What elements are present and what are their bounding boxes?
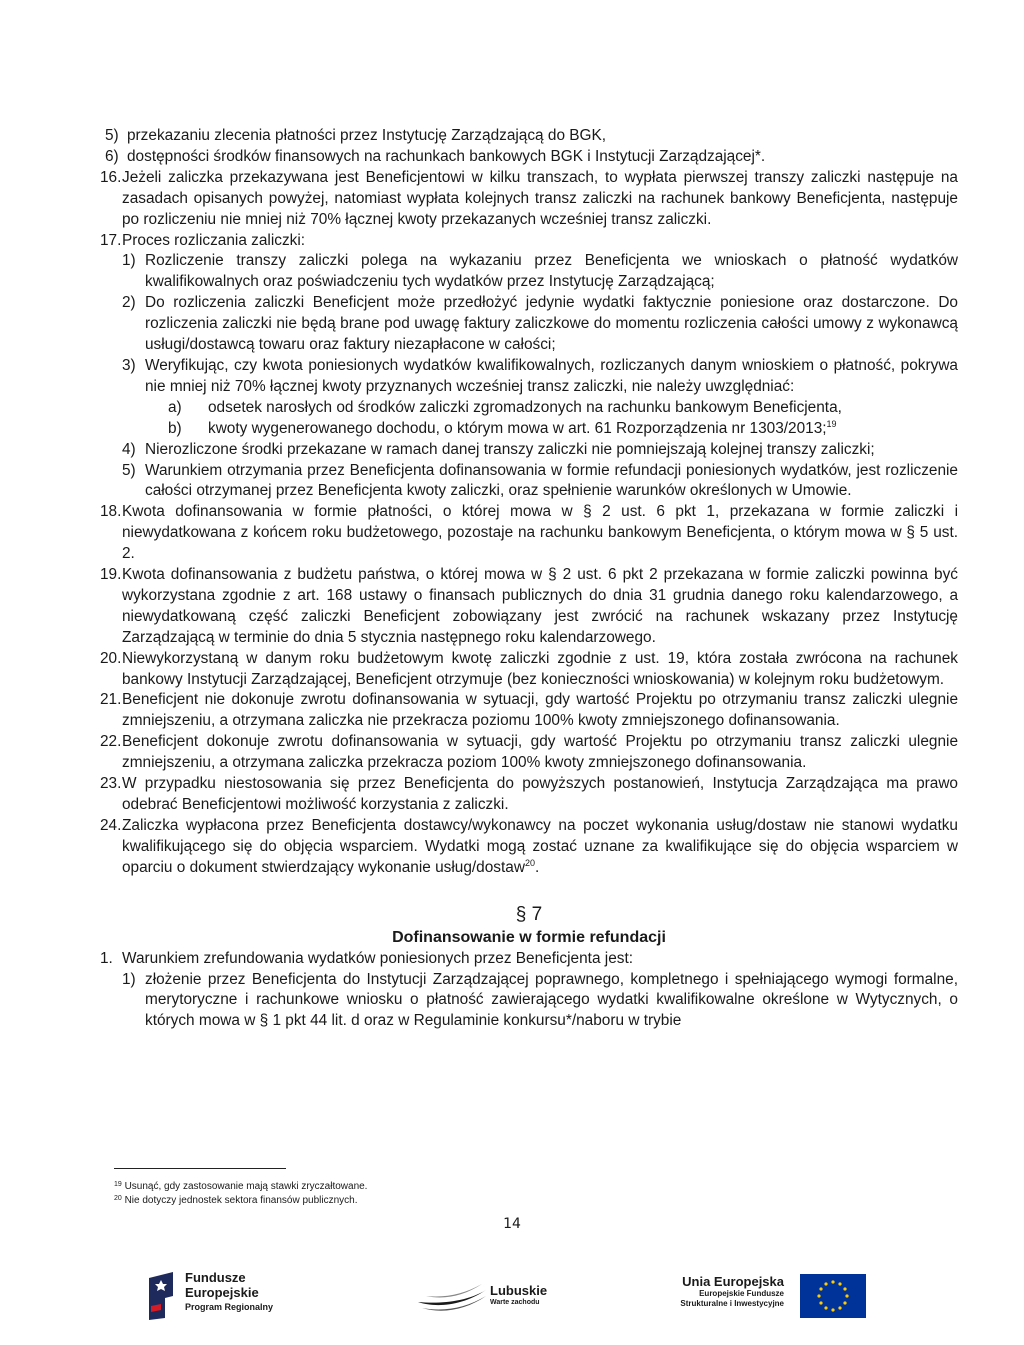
list-item xyxy=(122,356,958,440)
paragraph-number: 17. xyxy=(100,231,122,249)
section-title: Dofinansowanie w formie refundacji xyxy=(392,928,666,946)
fe-line1: Fundusze xyxy=(185,1270,246,1285)
item-text: Do rozliczenia zaliczki Beneficjent może przedłożyć jedynie wydatki faktycznie poniesione oraz dostarczone. Do rozliczenia zaliczki nie będą brane pod uwagę faktury zaliczkowe do momentu rozliczenia całości umowy z wykonawcą usługi/dostawcą towaru oraz faktury niezapłacone w całości; xyxy=(145,294,958,354)
fundusze-europejskie-logo xyxy=(147,1268,317,1324)
paragraph-text: Beneficjent dokonuje zwrotu dofinansowania w sytuacji, gdy wartość Projektu po otrzymaniu transz zaliczki ulegnie zmniejszeniu, a otrzymana zaliczka przekracza poziom 100% kwoty zmniejszonego dofinansowania. xyxy=(122,733,958,772)
item-text: Rozliczenie transzy zaliczki polega na wykazaniu przez Beneficjenta we wnioskach o płatność wydatków kwalifikowalnych oraz poświadczeniu tych wydatków przez Instytucję Zarządzającą; xyxy=(145,252,958,291)
paragraph-text: Zaliczka wypłacona przez Beneficjenta dostawcy/wykonawcy na poczet wykonania usług/dostaw nie stanowi wydatku kwalifikującego się do objęcia wsparciem. Wydatki mogą zostać uznane za kwalifikujące się do objęcia wsparciem w oparciu o dokument stwierdzający wykonanie usług/dostaw xyxy=(122,816,958,876)
footnote-text: Nie dotyczy jednostek sektora finansów publicznych. xyxy=(124,1195,358,1206)
item-text: odsetek narosłych od środków zaliczki zgromadzonych na rachunku bankowym Beneficjenta, xyxy=(208,398,842,416)
paragraph-text: Warunkiem zrefundowania wydatków poniesionych przez Beneficjenta jest: xyxy=(122,949,634,967)
item-number: 6) xyxy=(105,147,119,165)
paragraph-text-wrapper xyxy=(122,816,958,879)
item-text: złożenie przez Beneficjenta do Instytucji Zarządzającej poprawnego, kompletnego i spełniającego wymogi formalne, merytoryczne i rachunkowe wniosku o płatność zawierającego wydatki kwalifikowalne określone w Wytycznych, o których mowa w § 1 pkt 44 lit. d oraz w Regulaminie konkursu*/naboru w trybie xyxy=(145,970,958,1030)
paragraph-s1 xyxy=(100,949,958,1033)
list-item xyxy=(122,970,958,1033)
item-text: Nierozliczone środki przekazane w ramach danej transzy zaliczki nie pomniejszają kolejnej transzy zaliczki; xyxy=(145,440,875,458)
paragraph-19 xyxy=(100,565,958,649)
item-text: Warunkiem otrzymania przez Beneficjenta dofinansowania w formie refundacji poniesionych wydatków, jest rozliczenie całości otrzymanej przez Beneficjenta kwoty zaliczki, oraz spełnienie warunków określonych w Umowie. xyxy=(145,461,958,500)
item-number: 2) xyxy=(122,294,136,312)
ue-text xyxy=(650,1274,784,1309)
item-number: 1) xyxy=(122,252,136,270)
fe-flag-icon xyxy=(147,1270,175,1322)
paragraph-number: 20. xyxy=(100,649,122,667)
item-text: dostępności środków finansowych na rachunkach bankowych BGK i Instytucji Zarządzającej*. xyxy=(127,147,766,165)
item-number: 5) xyxy=(122,461,136,479)
paragraph-text: Jeżeli zaliczka przekazywana jest Beneficjentowi w kilku transzach, to wypłata pierwszej transzy zaliczki następuje na zasadach opisanych powyżej, natomiast wypłata kolejnych transz zaliczki na rachunek bankowy Beneficjenta, następuje po rozliczeniu nie mniej niż 70% łącznej kwoty przekazanych wcześniej transz zaliczki. xyxy=(122,168,958,228)
section-sign: § 7 xyxy=(515,903,543,925)
logo-bar xyxy=(0,1268,1024,1338)
item-letter: a) xyxy=(168,398,182,416)
footnote-text: Usunąć, gdy zastosowanie mają stawki zryczałtowane. xyxy=(124,1181,368,1192)
footnote-divider xyxy=(114,1168,286,1169)
top-list xyxy=(105,126,958,168)
lubuskie-name: Lubuskie xyxy=(490,1283,548,1298)
paragraph-16 xyxy=(100,168,958,231)
item-number: 5) xyxy=(105,127,119,144)
section-heading xyxy=(100,903,958,949)
paragraph-22 xyxy=(100,732,958,774)
lubuskie-motto: Warte zachodu xyxy=(490,1299,540,1306)
ue-line3: Strukturalne i Inwestycyjne xyxy=(680,1299,784,1308)
paragraph-number: 19. xyxy=(100,566,122,584)
paragraph-24 xyxy=(100,816,958,879)
paragraph-21 xyxy=(100,690,958,732)
lubuskie-swoosh-icon xyxy=(416,1276,488,1316)
item-text: Weryfikując, czy kwota poniesionych wydatków kwalifikowalnych, rozliczanych danym wnioskiem o płatność, pokrywa nie mniej niż 70% łącznej kwoty przyznanych wcześniej transz zaliczki, nie należy uwzględniać: xyxy=(145,356,958,395)
paragraph-number: 1. xyxy=(100,949,113,967)
footnote xyxy=(114,1180,367,1194)
paragraph-text: Proces rozliczania zaliczki: xyxy=(122,231,306,249)
paragraph-number: 18. xyxy=(100,503,122,521)
paragraph-text: Beneficjent nie dokonuje zwrotu dofinansowania w sytuacji, gdy wartość Projektu po otrzymaniu transz zaliczki ulegnie zmniejszeniu, a otrzymana zaliczka nie przekracza poziomu 100% kwoty zmniejszonego dofinansowania. xyxy=(122,691,958,730)
paragraph-text: W przypadku niestosowania się przez Beneficjenta do powyższych postanowień, Instytucja Zarządzająca ma prawo odebrać Beneficjentowi możliwość korzystania z zaliczki. xyxy=(122,775,958,813)
paragraph-18 xyxy=(100,502,958,565)
page-number: 14 xyxy=(503,1216,521,1232)
fe-line2: Europejskie xyxy=(185,1285,259,1300)
paragraph-20 xyxy=(100,649,958,691)
paragraph-number: 16. xyxy=(100,168,122,186)
paragraph-text: Kwota dofinansowania z budżetu państwa, o której mowa w § 2 ust. 6 pkt 2 przekazana w formie zaliczki powinna być wykorzystana zgodnie z art. 168 ustawy o finansach publicznych do dnia 31 grudnia danego roku kalendarzowego, a niewydatkowaną część zaliczki Beneficjent zobowiązany jest zwrócić na rachunek wskazany przez Instytucję Zarządzającą w terminie do dnia 5 stycznia następnego roku kalendarzowego. xyxy=(122,566,958,646)
fe-line3: Program Regionalny xyxy=(185,1302,274,1312)
list-item xyxy=(122,440,958,461)
footnote-number: 19 xyxy=(114,1181,122,1188)
item-text-wrapper xyxy=(208,419,958,440)
footnote xyxy=(114,1194,367,1208)
paragraph-text: Niewykorzystaną w danym roku budżetowym kwotę zaliczki zgodnie z ust. 19, która została zwrócona na rachunek bankowy Instytucji Zarządzającej, Beneficjent otrzymuje (bez konieczności wnioskowania) w kolejnym roku budżetowym. xyxy=(122,649,958,688)
sub-list-item xyxy=(168,419,958,440)
item-text: kwoty wygenerowanego dochodu, o którym mowa w art. 61 Rozporządzenia nr 1303/2013; xyxy=(208,419,827,437)
paragraph-number: 23. xyxy=(100,775,122,793)
item-number: 3) xyxy=(122,356,136,374)
paragraph-number: 22. xyxy=(100,733,122,751)
footnote-ref[interactable]: 19 xyxy=(826,418,837,429)
sub-list-item xyxy=(168,398,958,419)
paragraph-23 xyxy=(100,774,958,816)
unia-europejska-logo xyxy=(650,1268,900,1324)
item-number: 1) xyxy=(122,970,136,988)
list-item xyxy=(122,461,958,503)
list-item xyxy=(105,126,958,147)
item-number: 4) xyxy=(122,440,136,458)
lubuskie-logo xyxy=(416,1272,566,1322)
list-item xyxy=(122,293,958,356)
fe-text xyxy=(185,1270,273,1315)
item-letter: b) xyxy=(168,419,182,437)
ue-line2: Europejskie Fundusze xyxy=(699,1289,784,1298)
paragraph-number: 21. xyxy=(100,691,122,709)
footnotes xyxy=(114,1180,367,1208)
document-body xyxy=(100,126,958,1032)
paragraph-end: . xyxy=(534,858,540,876)
list-item xyxy=(122,251,958,293)
paragraph-text: Kwota dofinansowania w formie płatności, o której mowa w § 2 ust. 6 pkt 1, przekazana w formie zaliczki i niewydatkowana z końcem roku budżetowego, pozostaje na rachunku bankowym Beneficjenta, o którym mowa w § 5 ust. 2. xyxy=(122,503,958,563)
footnote-ref[interactable]: 20 xyxy=(524,857,535,868)
eu-flag-icon xyxy=(800,1274,866,1318)
item-text: przekazaniu zlecenia płatności przez Instytucję Zarządzającą do BGK, xyxy=(127,127,607,144)
paragraph-17 xyxy=(100,231,958,503)
paragraph-number: 24. xyxy=(100,816,122,834)
list-item xyxy=(105,147,958,168)
footnote-number: 20 xyxy=(114,1195,122,1202)
ue-line1: Unia Europejska xyxy=(682,1274,784,1289)
